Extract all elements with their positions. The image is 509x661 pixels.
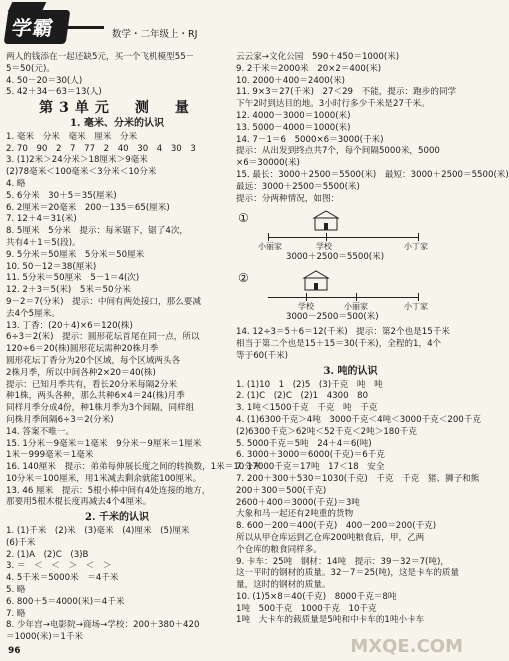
answer-line: 4. 5千米＝5000米 ＝4千米	[6, 573, 119, 584]
answer-line: 两人的钱添在一起还缺5元，买一个飞机模型55－	[6, 52, 195, 62]
answer-line: 7. 200＋300＋530＝1030(千克) 千克 千克 猪、狮子和熊	[236, 473, 480, 484]
answer-line: 下午2时到达目的地。3小时行多少千米是27千米。	[236, 99, 430, 110]
answer-line: 15. 1分米－9毫米＝1毫米 9分米－9厘米＝1厘米	[6, 438, 202, 449]
answer-line: 所以从甲仓库运到乙仓库200吨粮食后，甲，乙两	[236, 532, 425, 543]
right-column	[236, 52, 509, 627]
answer-line: 问株月季间隔6÷3＝2(分米)	[6, 414, 114, 425]
answer-line: 圆形花坛丁香分为20个区域，每个区域两头各	[6, 355, 181, 366]
left-top-lines	[6, 52, 228, 99]
answer-line: 10. 50－12＝38(厘米)	[6, 261, 97, 272]
answer-line: 4. (1)6300千克＞4吨 3000千克＜4吨＜3000千克＜200千克	[236, 414, 481, 425]
answer-line: 12. 4000－3000＝1000(米)	[236, 110, 351, 121]
answer-line: 1米－999毫米＝1毫米	[6, 450, 94, 461]
section2-lines	[6, 526, 228, 644]
answer-line: 11. 5分米＝50厘米 5－1＝4(次)	[6, 273, 140, 284]
answer-line: 个仓库的粮食同样多。	[236, 544, 322, 555]
route-line	[268, 237, 418, 238]
answer-line: 12. 2＋3＝5(米) 5米＝50分米	[6, 285, 131, 296]
answer-line: (2)6300千克＞62吨＜52千克＜2吨＞180千克	[236, 426, 417, 437]
diagram1-label-3: 小丁家	[404, 242, 428, 252]
answer-line: 15. 最长：3000＋2500＝5500(米) 最短：3000＋2500＝5500(米)	[236, 169, 509, 180]
school-icon	[302, 269, 330, 291]
answer-line: 共有4＋1＝5(段)。	[6, 237, 81, 248]
diagram2-number: ②	[238, 271, 249, 286]
answer-line: 这一平时的钢材的质量。32－7＝25(吨)，这是卡车的质量	[236, 568, 460, 579]
logo-text: 学霸	[10, 16, 56, 40]
answer-line: (6)千米	[6, 537, 36, 548]
answer-line: 6. 800＋5＝4000(米)＝4千米	[6, 596, 125, 607]
answer-line: 提示：已知月季共有，看长20分米每隔2分米	[6, 379, 178, 390]
answer-line: (2)78毫米＜100毫米＜3分米＜10分米	[6, 167, 157, 178]
answer-line: 5. 5000千克＝5吨 24＋4＝6(吨)	[236, 438, 372, 449]
answer-line: 那要用5根木棍长度再减去4个4厘米。	[6, 497, 152, 508]
answer-line: 相当于第二个也是15＋15＝30(千米)，全程的1，4个	[236, 339, 442, 350]
header-swoosh	[64, 26, 104, 29]
answer-line: 10分米＝100厘米，用1米减去剩余就能100厘米。	[6, 473, 202, 484]
diagram2-label-3: 小丁家	[404, 302, 428, 312]
answer-line: 提示：分两种情况，如图：	[236, 193, 340, 204]
answer-line: 120÷6＝20(株)圆形花坛需种20株月季	[6, 344, 159, 355]
answer-line: 2600＋400＝3000(千克)＝3吨	[236, 497, 360, 508]
route-line	[268, 297, 418, 298]
page-number: 96	[8, 646, 21, 656]
answer-line: 5. 略	[6, 585, 26, 596]
diagram1-label-1: 小丽家	[258, 242, 282, 252]
header-subtitle: 数学・二年级上・RJ	[112, 29, 198, 40]
answer-line: 云云家→文化公园 590＋450＝1000(米)	[236, 52, 400, 62]
answer-line: 3. (1)2米＞24分米＞18厘米＞9毫米	[6, 155, 148, 166]
route-diagram-2	[236, 267, 465, 325]
answer-line: 去4个5厘米。	[6, 308, 60, 319]
answer-line: 5. 42＋34－63＝13(人)	[6, 87, 102, 98]
answer-line: 14. 7－1＝6 5000×6＝3000(千米)	[236, 134, 384, 145]
section1-title: 1. 毫米、分米的认识	[70, 117, 164, 129]
right-after-diagram-lines	[236, 327, 465, 362]
answer-line: 11. 9×3＝27(千米) 27＜29 不能，提示：跑步的同学	[236, 87, 457, 98]
section1-extra-lines	[6, 486, 228, 510]
route-diagram-1	[236, 207, 465, 265]
diagram1-equation: 3000＋2500＝5500(米)	[286, 252, 385, 263]
answer-line: 6. 2厘米＝20毫米 200－135＝65(厘米)	[6, 202, 170, 213]
answer-line: 3. ＝ ＜ ＜ ＞ ＜ ＞	[6, 561, 112, 572]
answer-line: 13. 丁香：(20＋4)×6＝120(株)	[6, 320, 133, 331]
diagram2-label-2: 小丽家	[344, 302, 368, 312]
answer-line: 8. 600－200＝400(千克) 400－200＝200(千克)	[236, 521, 437, 532]
section2-title: 2. 千米的认识	[85, 512, 149, 524]
answer-line: 10. (1)5×8＝40(千克) 8000千克＝8吨	[236, 591, 397, 602]
right-top-lines	[236, 52, 465, 123]
section3-title: 3. 吨的认识	[323, 365, 378, 377]
answer-line: 大象和马一起还有2吨重的货物	[236, 509, 354, 520]
answer-line: 16. 140厘米 提示：弟弟每伸展长度之间的转换数，1米＝10分米	[6, 462, 262, 473]
watermark: MXQE.COM	[350, 636, 463, 657]
answer-line: 10. 2000＋400＝2400(米)	[236, 75, 346, 86]
answer-line: 9. 5分米＝50厘米 5分米＝50厘米	[6, 249, 145, 260]
answer-line: 等于60(千米)	[236, 350, 289, 361]
answer-line: 14. 答案不唯一。	[6, 426, 74, 437]
section3-lines	[236, 379, 481, 628]
answer-line: 7. 12＋4＝31(米)	[6, 214, 77, 225]
answer-line: 量，这时的钢材的质量。	[236, 580, 331, 591]
diagram1-label-2: 学校	[316, 242, 332, 252]
diagram2-label-1: 学校	[298, 302, 314, 312]
school-icon	[312, 209, 340, 231]
answer-line: 200＋300＝500(千克)	[236, 485, 327, 496]
answer-line: 提示：从出发到终点共7个，每个间隔5000米，5000	[236, 146, 440, 157]
answer-line: ×6＝30000(米)	[236, 158, 300, 169]
answer-line: 4. 略	[6, 178, 26, 189]
right-mid-lines	[236, 122, 509, 206]
answer-line: 最远：3000＋2500＝5500(米)	[236, 181, 360, 192]
answer-line: 1. (1)千米 (2)米 (3)毫米 (4)厘米 (5)厘米	[6, 526, 190, 537]
unit-title: 第3单元 测 量	[39, 100, 195, 117]
answer-line: 2. (1)C (2)C (2)1 4300 80	[236, 391, 369, 402]
answer-line: 同样月季分成4份，种1株月季为3个间隔，同样组	[6, 403, 195, 414]
answer-line: 7. 17000千克＝17吨 17＜18 安全	[236, 462, 385, 473]
brand-logo	[4, 10, 71, 44]
answer-line: 9－2＝7(分米) 提示：中间有两处接口，那么要减	[6, 296, 201, 307]
answer-line: 5＝50(元)。	[6, 63, 55, 74]
answer-line: 5. 6分米 30＋5＝35(厘米)	[6, 190, 117, 201]
answer-line: 6÷3＝2(米) 提示：圆形花坛首尾在同一点，所以	[6, 332, 200, 343]
answer-line: ＝1000(米)＝1千米	[6, 632, 84, 643]
answer-line: 13. 5000－4000＝1000(米)	[236, 122, 351, 133]
answer-line: 9. 2千米＝2000米 20×2＝400(米)	[236, 63, 382, 74]
answer-line: 种1株，两头各种，那么共种6×4＝24(株)月季	[6, 391, 185, 402]
answer-line: 1. 毫米 分米 毫米 厘米 分米	[6, 131, 138, 142]
diagram1-number: ①	[238, 211, 249, 226]
left-column	[6, 52, 262, 644]
answer-line: 9. 卡车：25吨 钢材：14吨 提示：39－32＝7(吨)，	[236, 556, 449, 567]
answer-line: 3. 1吨＜1500千克 千克 吨 千克	[236, 403, 378, 414]
answer-line: 4. 50－20＝30(人)	[6, 75, 83, 86]
answer-line: 2. 70 90 2 7 77 2 40 30 4 30 3	[6, 143, 196, 154]
answer-line: 8. 少年宫→电影院→商场→学校：200＋380＋420	[6, 620, 200, 631]
answer-line: 1. (1)10 1 (2)5 (3)千克 吨 吨	[236, 379, 383, 390]
answer-line: 8. 5厘米 5分米 提示：每米锯下，锯了4次，	[6, 226, 189, 237]
answer-line: 14. 12÷3＝5＋6＝12(千米) 提示：第2个也是15千米	[236, 327, 450, 338]
answer-line: 1吨 大卡车的载质量是5吨和中卡车的1吨小卡车	[236, 615, 425, 626]
answer-line: 13. 46 厘米 提示：5根小棒中间有4处连接的地方，	[6, 485, 211, 496]
answer-line: 6. 3000＋3000＝6000(千克)＝6千克	[236, 450, 385, 461]
diagram2-equation: 3000－2500＝500(米)	[286, 312, 379, 323]
answer-line: 7. 略	[6, 608, 26, 619]
answer-line: 2. (1)A (2)C (3)B	[6, 549, 89, 560]
section1-lines	[6, 131, 262, 486]
answer-line: 2株月季，所以中间各种2×20＝40(株)	[6, 367, 156, 378]
answer-line: 1吨 500千克 1000千克 10千克	[236, 603, 377, 614]
